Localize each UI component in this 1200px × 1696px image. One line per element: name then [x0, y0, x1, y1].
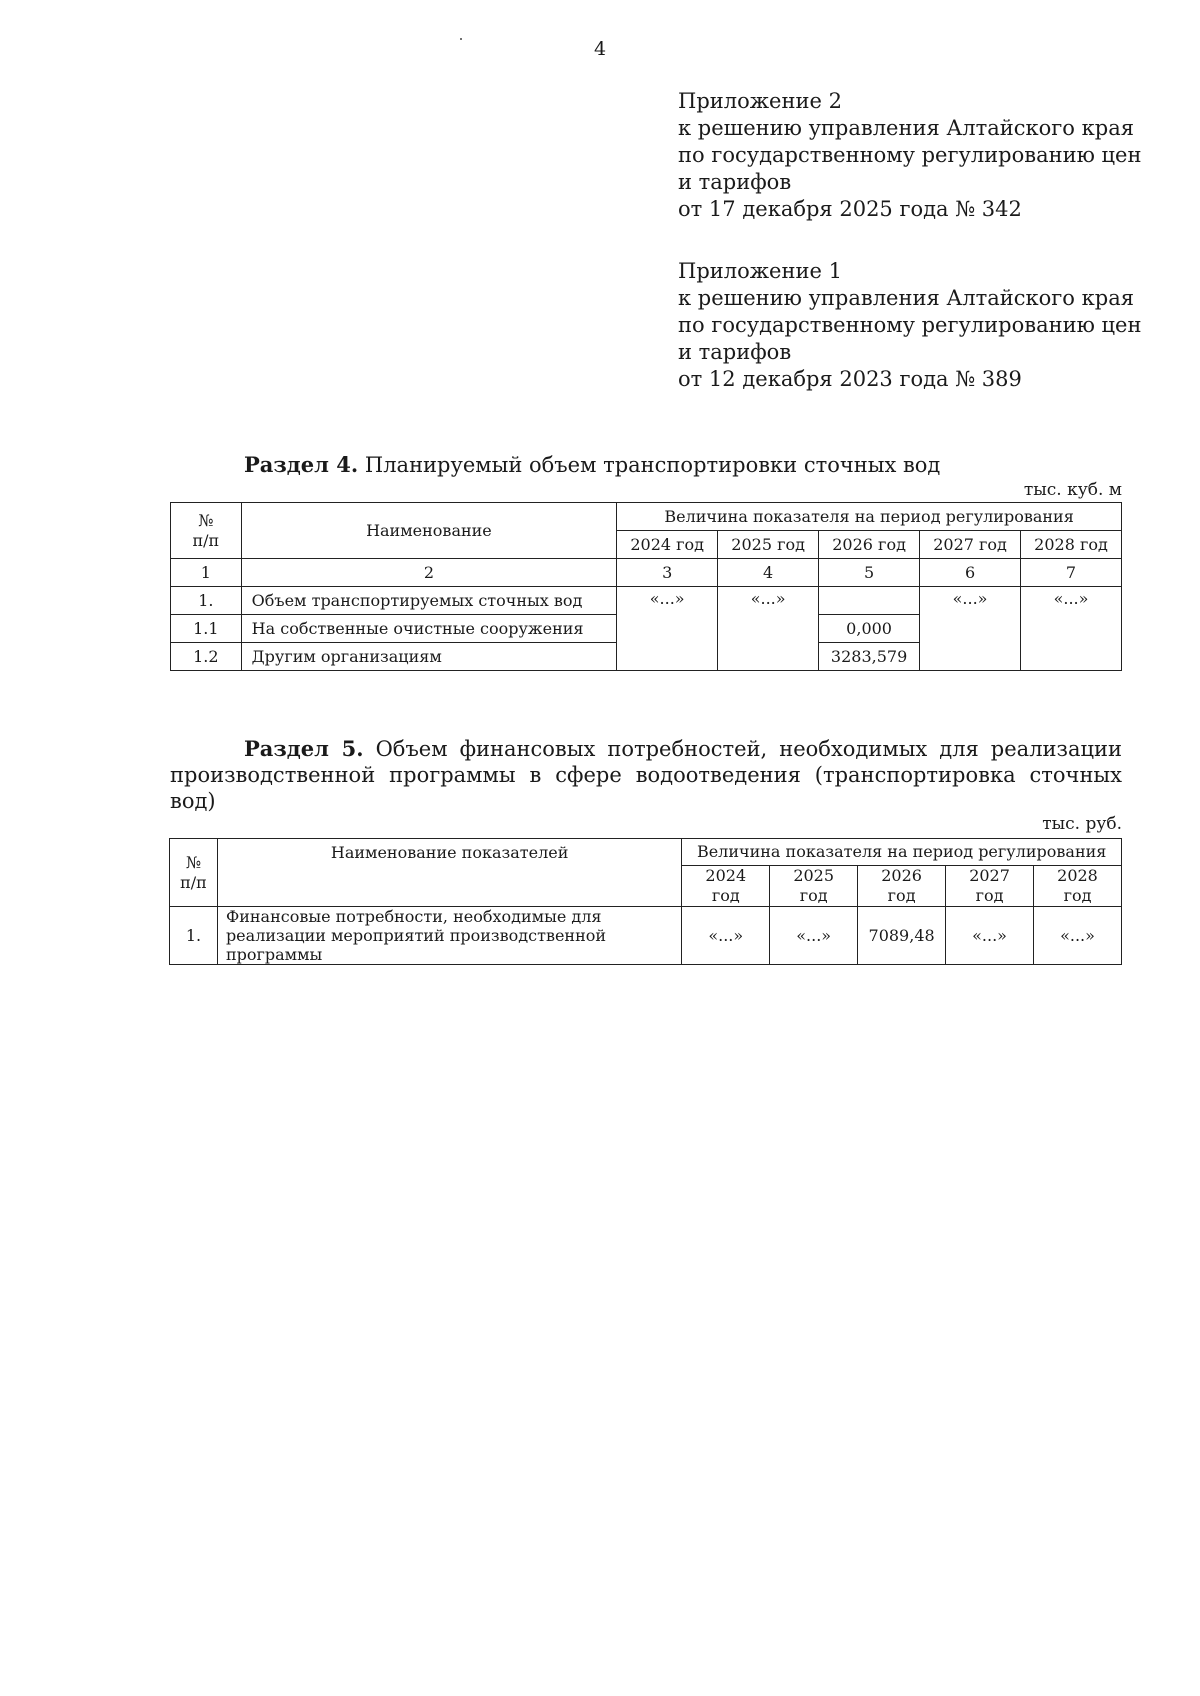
index-cell: 1	[171, 559, 242, 587]
appendix-2-line: по государственному регулированию цен	[678, 143, 1142, 167]
row-name: На собственные очистные сооружения	[241, 615, 617, 643]
period-group-header: Величина показателя на период регулирования	[682, 839, 1122, 866]
section-4-title: Планируемый объем транспортировки сточных вод	[364, 453, 941, 477]
index-row	[171, 559, 1122, 587]
value-2027: «...»	[946, 907, 1034, 965]
year-header: 2027 год	[920, 531, 1021, 559]
value-2024: «...»	[682, 907, 770, 965]
value-2024: «...»	[617, 587, 718, 671]
value-2028: «...»	[1034, 907, 1122, 965]
section-5-title-line2: производственной программы в сфере водоотведения (транспортировка сточных вод)	[170, 763, 1122, 813]
appendix-1-line: к решению управления Алтайского края	[678, 286, 1134, 310]
appendix-2-line: и тарифов	[678, 170, 792, 194]
section-4-heading	[244, 452, 940, 477]
year-header: 2025 год	[770, 866, 858, 907]
value-2026: 7089,48	[858, 907, 946, 965]
row-num: 1.	[171, 587, 242, 615]
year-header: 2024 год	[617, 531, 718, 559]
year-header: 2024 год	[682, 866, 770, 907]
appendix-1-line: и тарифов	[678, 340, 792, 364]
appendix-2-line: от 17 декабря 2025 года № 342	[678, 197, 1022, 221]
value-2026	[819, 587, 920, 615]
period-group-header: Величина показателя на период регулирования	[617, 503, 1122, 531]
appendix-1-line: по государственному регулированию цен	[678, 313, 1142, 337]
row-num: 1.1	[171, 615, 242, 643]
section-5-label: Раздел 5.	[244, 736, 364, 761]
value-2026: 0,000	[819, 615, 920, 643]
index-cell: 7	[1021, 559, 1122, 587]
row-num: 1.	[170, 907, 218, 965]
page-number: 4	[593, 38, 607, 60]
appendix-1-line: Приложение 1	[678, 259, 842, 283]
value-2027: «...»	[920, 587, 1021, 671]
year-header: 2026 год	[858, 866, 946, 907]
section-5-table	[169, 838, 1122, 965]
value-2026: 3283,579	[819, 643, 920, 671]
year-header: 2025 год	[718, 531, 819, 559]
row-name: Другим организациям	[241, 643, 617, 671]
index-cell: 6	[920, 559, 1021, 587]
index-cell: 3	[617, 559, 718, 587]
table-row	[171, 587, 1122, 615]
row-num: 1.2	[171, 643, 242, 671]
section-5-heading	[170, 736, 1122, 814]
section-5-title-line1: Объем финансовых потребностей, необходимых для реализации	[375, 737, 1122, 761]
value-2028: «...»	[1021, 587, 1122, 671]
index-cell: 2	[241, 559, 617, 587]
year-header: 2026 год	[819, 531, 920, 559]
appendix-1-line: от 12 декабря 2023 года № 389	[678, 367, 1022, 391]
section-4-label: Раздел 4.	[244, 452, 359, 477]
section-5-unit: тыс. руб.	[1042, 814, 1122, 834]
appendix-2-block	[678, 88, 1141, 223]
index-cell: 4	[718, 559, 819, 587]
section-4-table	[170, 502, 1122, 671]
section-4-unit: тыс. куб. м	[1023, 480, 1122, 500]
year-header: 2028 год	[1021, 531, 1122, 559]
index-cell: 5	[819, 559, 920, 587]
col-name-header: Наименование	[241, 503, 617, 559]
row-name: Объем транспортируемых сточных вод	[241, 587, 617, 615]
value-2025: «...»	[718, 587, 819, 671]
table-row	[170, 907, 1122, 965]
appendix-1-block	[678, 258, 1141, 393]
appendix-2-line: Приложение 2	[678, 89, 842, 113]
col-name-header: Наименование показателей	[217, 839, 681, 907]
year-header: 2027 год	[946, 866, 1034, 907]
appendix-2-line: к решению управления Алтайского края	[678, 116, 1134, 140]
year-header: 2028 год	[1034, 866, 1122, 907]
row-name: Финансовые потребности, необходимые для реализации мероприятий производственной программы	[217, 907, 681, 965]
value-2025: «...»	[770, 907, 858, 965]
col-num-header: № п/п	[170, 839, 218, 907]
col-num-header: № п/п	[171, 503, 242, 559]
